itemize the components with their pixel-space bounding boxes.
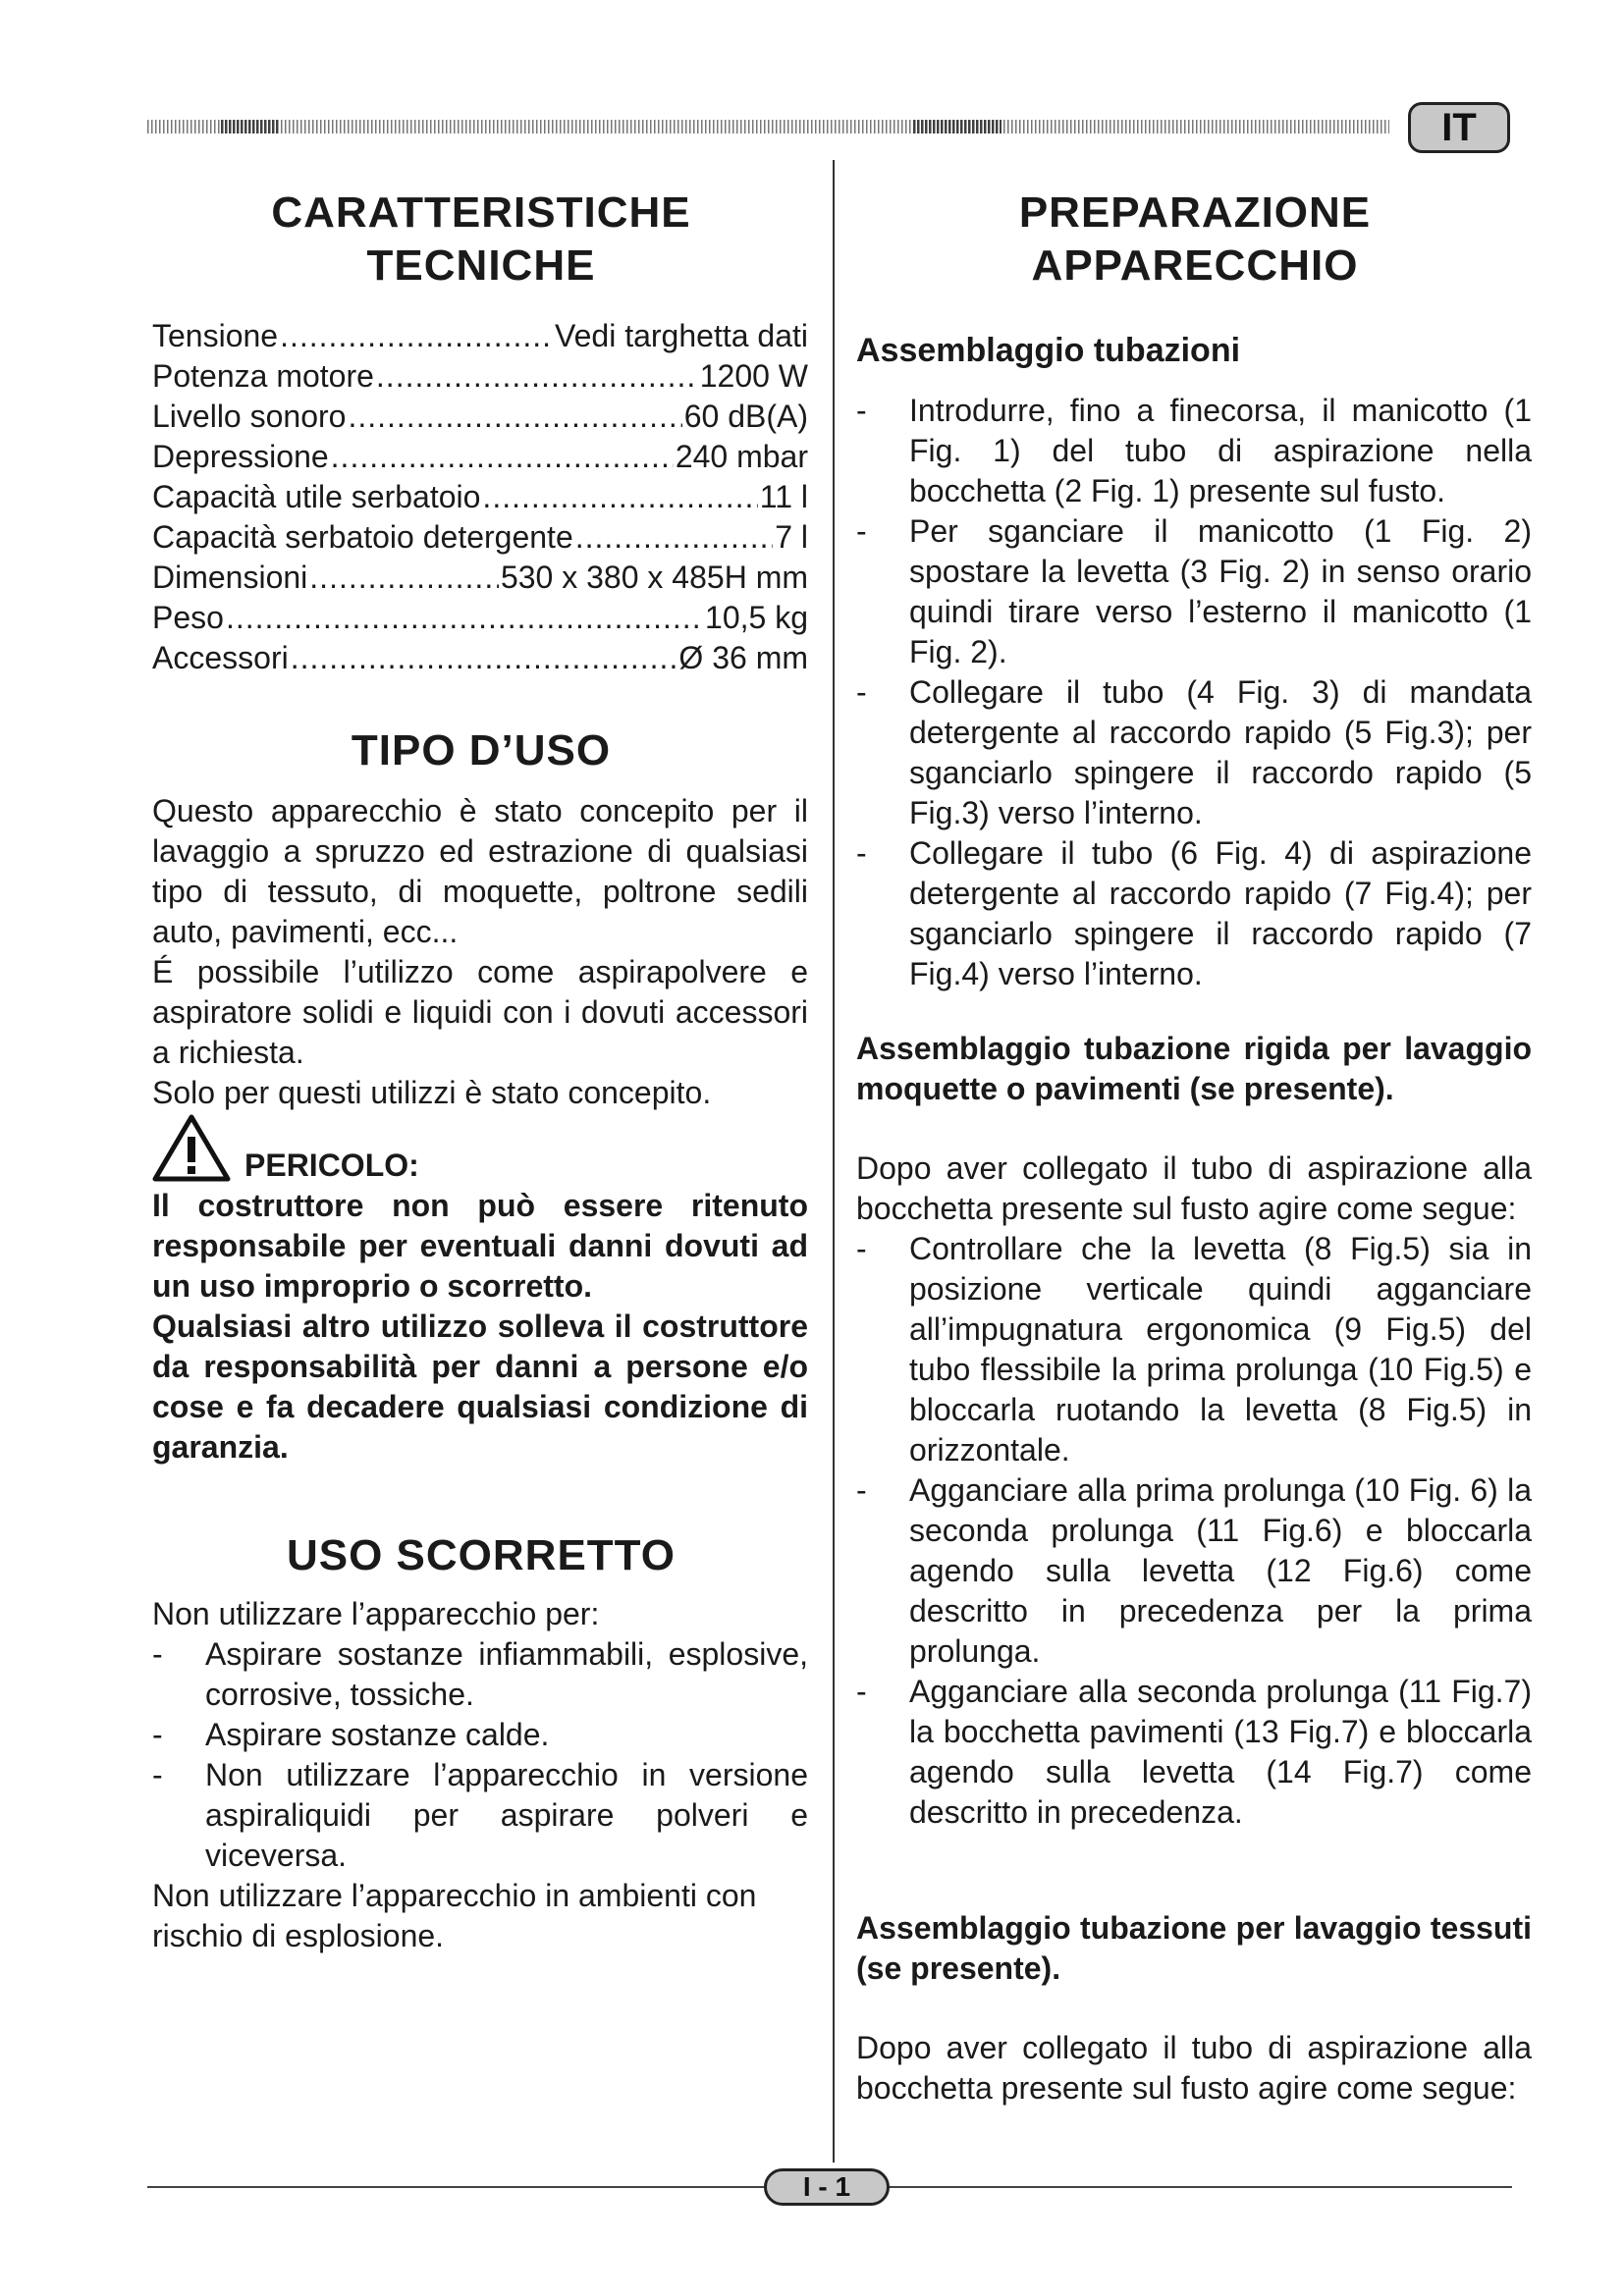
section-title: Assemblaggio tubazioni [856, 332, 1241, 369]
list-item: - Collegare il tubo (4 Fig. 3) di mandata detergente al raccordo rapido (5 Fig.3); per sganciarlo spingere il raccordo rapido (5 Fig.3) verso l’interno. [856, 674, 1532, 830]
section-intro: Dopo aver collegato il tubo di aspirazione alla bocchetta presente sul fusto agire come segue: [856, 1150, 1532, 1226]
misuse-title: USO SCORRETTO [286, 1531, 676, 1579]
danger-paragraph: Il costruttore non può essere ritenuto responsabile per eventuali danni dovuti ad un uso improprio o scorretto. [152, 1188, 808, 1304]
list-item: - Non utilizzare l’apparecchio in versione aspiraliquidi per aspirare polveri e viceversa. [152, 1757, 808, 1873]
spec-row: Capacità utile serbatoio ..... 11 l [152, 477, 808, 517]
specs-list [152, 316, 808, 678]
misuse-text [152, 1594, 808, 1956]
section-intro: Dopo aver collegato il tubo di aspirazione alla bocchetta presente sul fusto agire come segue: [856, 2030, 1532, 2106]
column-divider [833, 160, 835, 2163]
section-list [856, 391, 1532, 994]
use-text [152, 791, 808, 1113]
misuse-outro: Non utilizzare l’apparecchio in ambienti con rischio di esplosione. [152, 1878, 757, 1953]
danger-block [152, 1113, 808, 1468]
language-badge: IT [1408, 102, 1510, 153]
list-item: - Agganciare alla prima prolunga (10 Fig. 6) la seconda prolunga (11 Fig.6) e bloccarla agendo sulla levetta (12 Fig.6) come descritto in precedenza per la prima prolunga. [856, 1472, 1532, 1669]
list-item: - Collegare il tubo (6 Fig. 4) di aspirazione detergente al raccordo rapido (7 Fig.4); per sganciarlo spingere il raccordo rapido (7 Fig.4) verso l’interno. [856, 835, 1532, 991]
section-text [856, 1148, 1532, 1833]
spec-row: Capacità serbatoio detergente ..... 7 l [152, 517, 808, 558]
danger-paragraph: Qualsiasi altro utilizzo solleva il costruttore da responsabilità per danni a persone e/o cose e fa decadere qualsiasi condizione di garanzia. [152, 1308, 808, 1465]
spec-row: Peso ..... 10,5 kg [152, 598, 808, 638]
header-rule [147, 120, 1389, 133]
use-paragraph: Solo per questi utilizzi è stato concepito. [152, 1075, 712, 1110]
use-paragraph: É possibile l’utilizzo come aspirapolvere e aspiratore solidi e liquidi con i dovuti accessori a richiesta. [152, 954, 808, 1070]
spec-row: Livello sonoro ..... 60 dB(A) [152, 397, 808, 437]
use-title: TIPO D’USO [351, 726, 612, 774]
danger-label: PERICOLO: [244, 1148, 419, 1183]
specs-title-line1: CARATTERISTICHE [271, 188, 691, 237]
prep-title-line2: APPARECCHIO [1031, 241, 1359, 290]
spec-row: Accessori ..... Ø 36 mm [152, 638, 808, 678]
page-number: I - 1 [764, 2168, 890, 2206]
spec-row: Potenza motore ..... 1200 W [152, 356, 808, 397]
list-item: - Controllare che la levetta (8 Fig.5) sia in posizione verticale quindi agganciare all’impugnatura ergonomica (9 Fig.5) del tubo flessibile la prima prolunga (10 Fig.5) e bloccarla ruotando la levetta (8 Fig.5) in orizzontale. [856, 1231, 1532, 1468]
list-item: - Aspirare sostanze infiammabili, esplosive, corrosive, tossiche. [152, 1636, 808, 1712]
spec-row: Depressione ..... 240 mbar [152, 437, 808, 477]
specs-title-line2: TECNICHE [366, 241, 596, 290]
warning-triangle-icon [152, 1113, 231, 1182]
prep-title-line1: PREPARAZIONE [1018, 188, 1372, 237]
spec-row: Dimensioni ..... 530 x 380 x 485H mm [152, 558, 808, 598]
section-title: Assemblaggio tubazione rigida per lavaggio moquette o pavimenti (se presente). [856, 1031, 1532, 1106]
list-item: - Agganciare alla seconda prolunga (11 Fig.7) la bocchetta pavimenti (13 Fig.7) e bloccarla agendo sulla levetta (14 Fig.7) come descritto in precedenza. [856, 1674, 1532, 1830]
misuse-intro: Non utilizzare l’apparecchio per: [152, 1596, 600, 1631]
spec-row: Tensione ..... Vedi targhetta dati [152, 316, 808, 356]
list-item: - Aspirare sostanze calde. [152, 1717, 550, 1752]
list-item: - Introdurre, fino a finecorsa, il manicotto (1 Fig. 1) del tubo di aspirazione nella bocchetta (2 Fig. 1) presente sul fusto. [856, 393, 1532, 508]
use-paragraph: Questo apparecchio è stato concepito per il lavaggio a spruzzo ed estrazione di qualsiasi tipo di tessuto, di moquette, poltrone sedili auto, pavimenti, ecc... [152, 793, 808, 949]
list-item: - Per sganciare il manicotto (1 Fig. 2) spostare la levetta (3 Fig. 2) in senso orario quindi tirare verso l’esterno il manicotto (1 Fig. 2). [856, 513, 1532, 669]
section-title: Assemblaggio tubazione per lavaggio tessuti (se presente). [856, 1910, 1532, 1986]
